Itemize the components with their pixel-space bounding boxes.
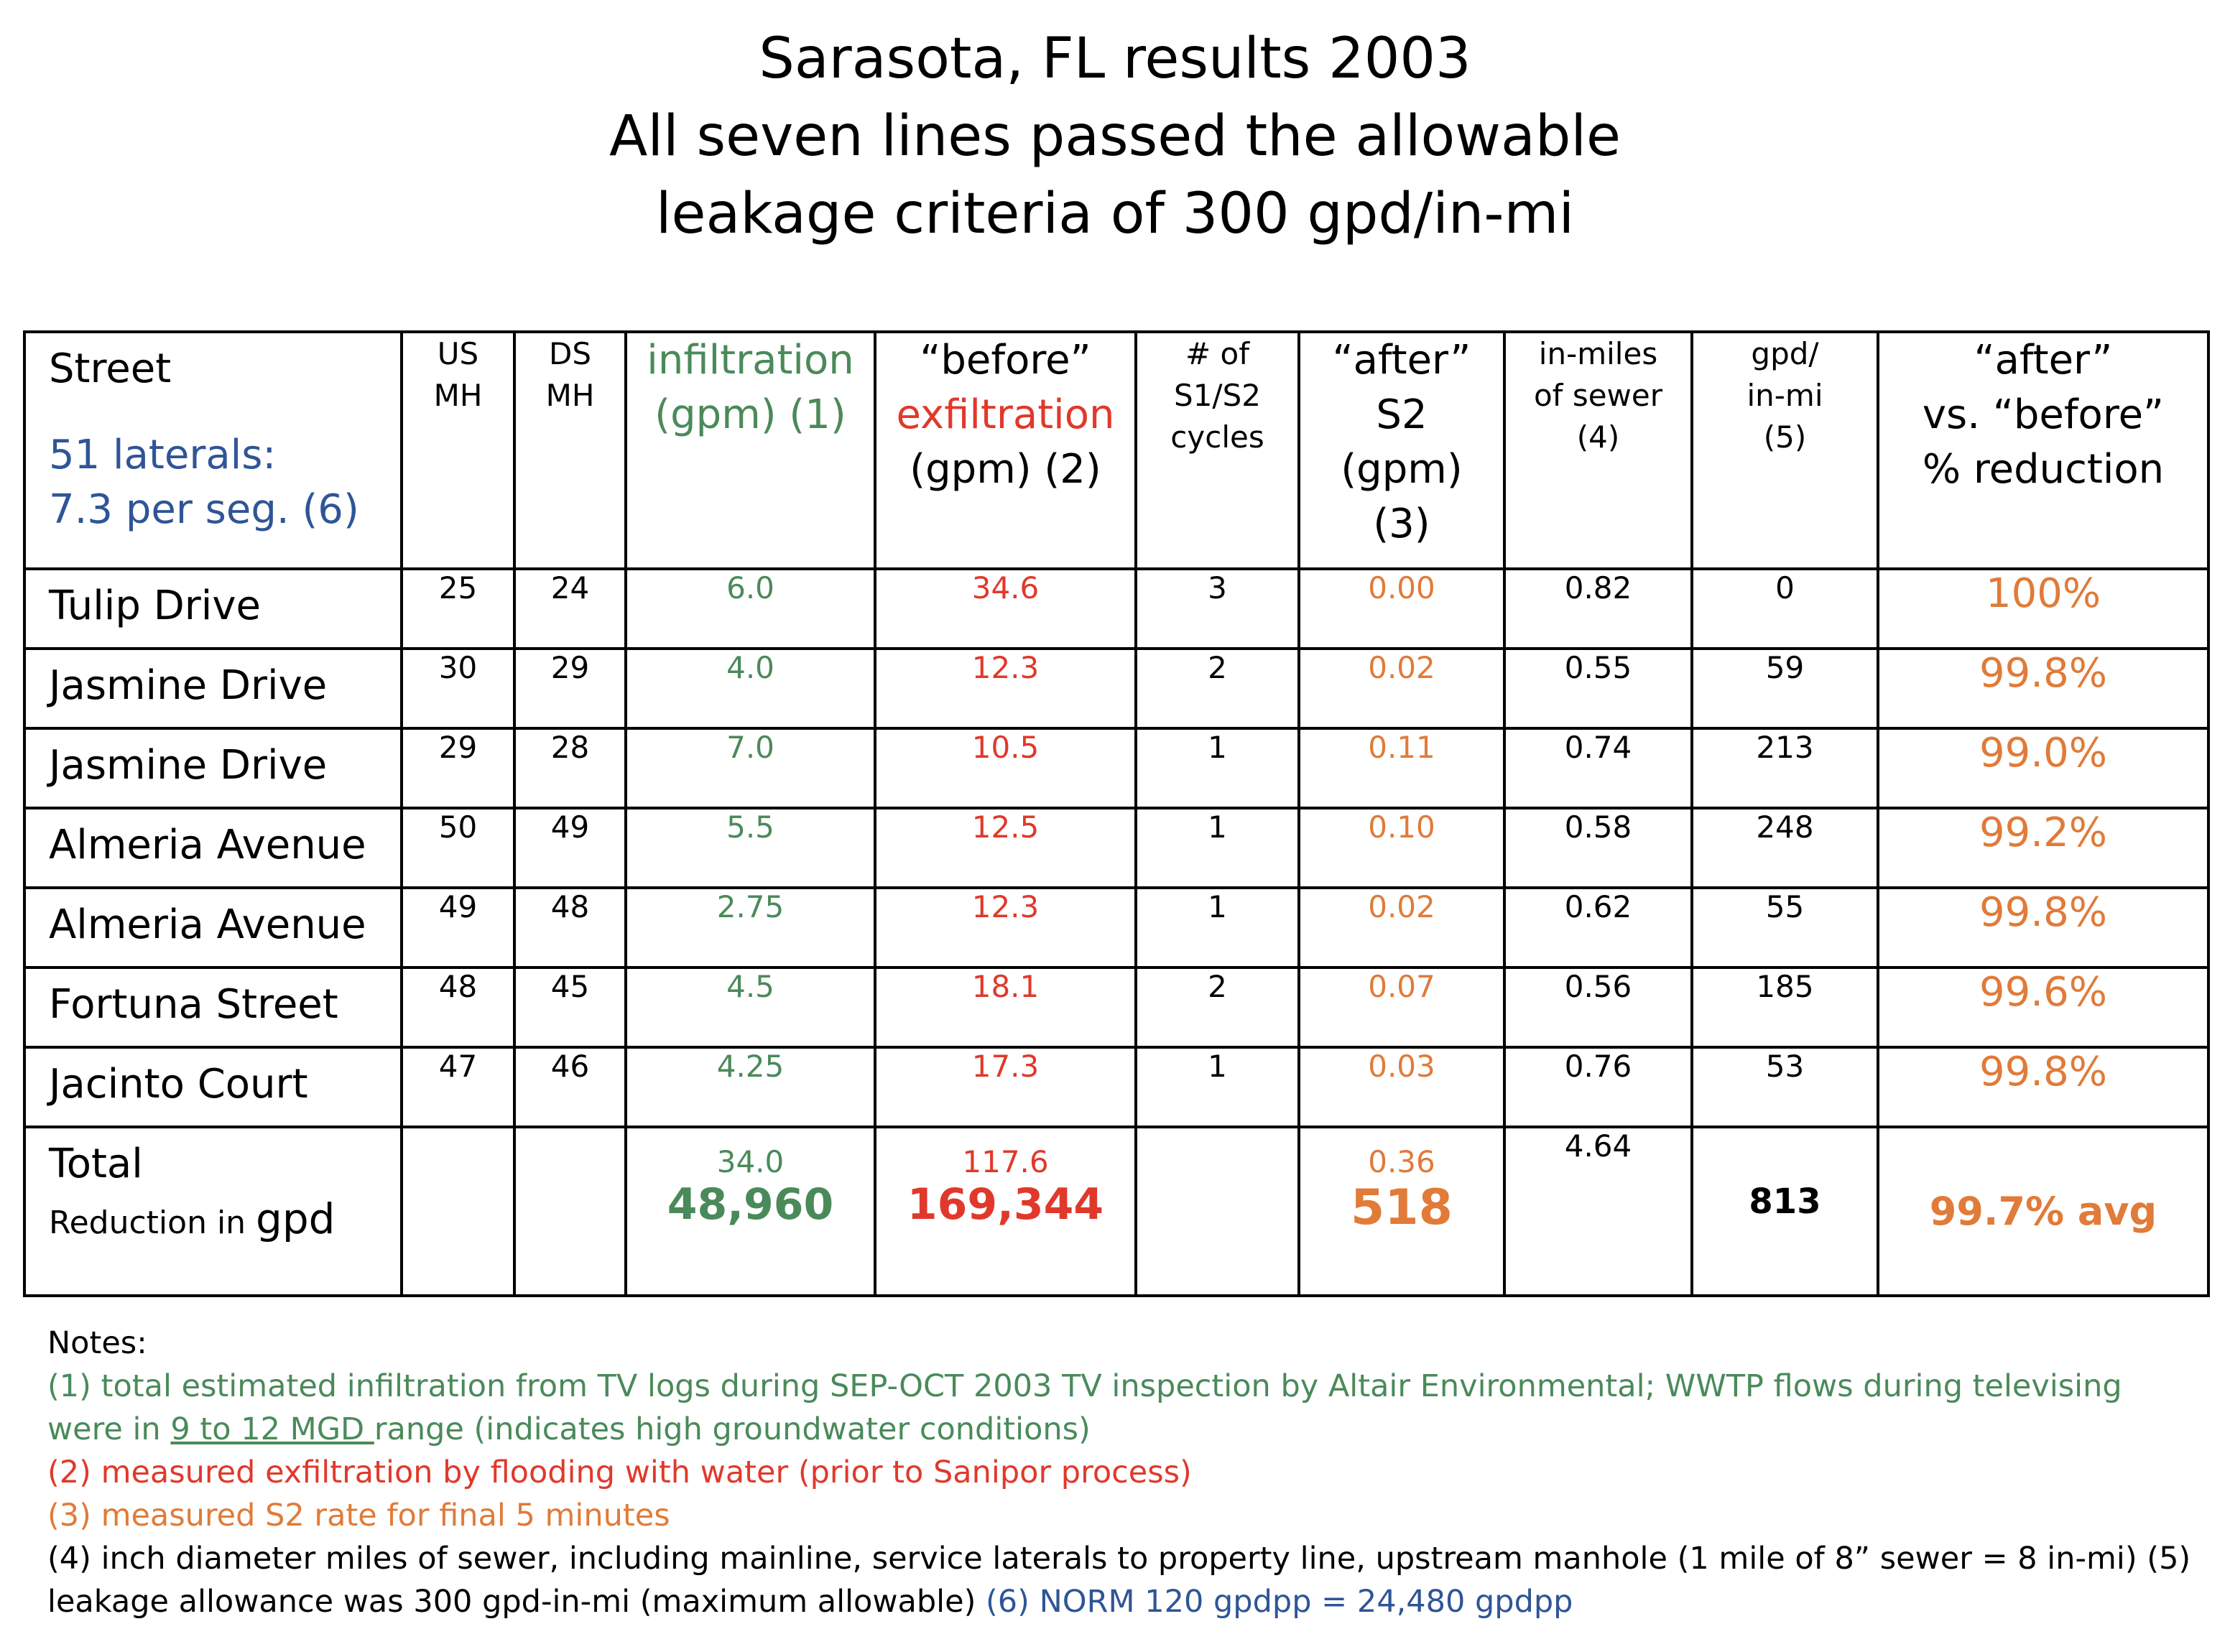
note-1-line-2 (47, 1408, 2188, 1451)
note-5: leakage allowance was 300 gpd-in-mi (maximum allowable) (47, 1584, 986, 1620)
us-mh-cell: 30 (402, 649, 514, 728)
cycles-cell: 1 (1136, 888, 1299, 967)
reduction-label-prefix: Reduction in (49, 1205, 256, 1241)
cycles-cell: 1 (1136, 1047, 1299, 1127)
reduction-cell: 99.2% (1878, 808, 2208, 888)
note-2: (2) measured exfiltration by flooding with water (prior to Sanipor process) (47, 1454, 1192, 1490)
header-us-mh-line-1: US (437, 336, 479, 371)
table-row (24, 888, 2208, 967)
header-reduction-line-2: vs. “before” (1922, 391, 2165, 438)
after-s2-cell: 0.10 (1299, 808, 1504, 888)
reduction-in-gpd-label (49, 1192, 400, 1243)
after-s2-cell: 0.00 (1299, 569, 1504, 649)
reduction-cell: 99.8% (1878, 888, 2208, 967)
us-mh-cell: 50 (402, 808, 514, 888)
header-after-line-2: S2 (1376, 391, 1428, 438)
reduction-cell: 100% (1878, 569, 2208, 649)
exfiltration-cell: 18.1 (875, 967, 1136, 1047)
total-gpd: 813 (1749, 1182, 1821, 1222)
header-ds-mh-line-2: MH (545, 378, 595, 413)
total-gpd-cell (1692, 1127, 1878, 1296)
infiltration-cell: 5.5 (626, 808, 875, 888)
header-ds-mh (514, 332, 626, 569)
cycles-cell: 2 (1136, 649, 1299, 728)
note-1-mgd-range: 9 to 12 MGD (170, 1411, 374, 1447)
total-cycles-empty (1136, 1127, 1299, 1296)
exfiltration-cell: 17.3 (875, 1047, 1136, 1127)
notes-heading: Notes: (47, 1325, 147, 1361)
header-laterals-line-2: 7.3 per seg. (6) (49, 486, 359, 533)
infiltration-cell: 4.0 (626, 649, 875, 728)
header-ds-mh-line-1: DS (548, 336, 591, 371)
note-6: (6) NORM 120 gpdpp = 24,480 gpdpp (986, 1584, 1573, 1620)
header-us-mh-line-2: MH (433, 378, 483, 413)
total-reduction-cell (1878, 1127, 2208, 1296)
total-reduction: 99.7% avg (1929, 1189, 2157, 1234)
exfiltration-cell: 12.5 (875, 808, 1136, 888)
us-mh-cell: 25 (402, 569, 514, 649)
table-row (24, 569, 2208, 649)
note-1-suffix: range (indicates high groundwater conditions) (374, 1411, 1091, 1447)
header-street-label: Street (49, 345, 172, 392)
header-after-s2 (1299, 332, 1504, 569)
page-title (0, 20, 2230, 253)
street-name: Tulip Drive (49, 583, 261, 629)
gpd-cell: 248 (1692, 808, 1878, 888)
after-s2-cell: 0.11 (1299, 728, 1504, 808)
ds-mh-cell: 48 (514, 888, 626, 967)
title-line-3: leakage criteria of 300 gpd/in-mi (655, 182, 1575, 246)
after-s2-cell: 0.07 (1299, 967, 1504, 1047)
gpd-cell: 59 (1692, 649, 1878, 728)
infiltration-cell: 6.0 (626, 569, 875, 649)
header-before-line-2: exfiltration (896, 391, 1115, 438)
header-street (24, 332, 402, 569)
header-infiltration-line-1: infiltration (647, 337, 854, 384)
gpd-cell: 53 (1692, 1047, 1878, 1127)
ds-mh-cell: 46 (514, 1047, 626, 1127)
cycles-cell: 1 (1136, 728, 1299, 808)
street-name: Almeria Avenue (49, 822, 366, 868)
note-4: (4) inch diameter miles of sewer, including mainline, service laterals to property line, upstream manhole (1 mile of 8” sewer = 8 in-mi) (5) (47, 1541, 2191, 1577)
cycles-cell: 1 (1136, 808, 1299, 888)
gpd-cell: 213 (1692, 728, 1878, 808)
header-before-line-3: (gpm) (2) (910, 446, 1101, 493)
in-miles-cell: 0.58 (1504, 808, 1692, 888)
in-miles-cell: 0.55 (1504, 649, 1692, 728)
after-s2-cell: 0.02 (1299, 649, 1504, 728)
notes-section (47, 1322, 2191, 1623)
street-name: Jasmine Drive (49, 662, 328, 709)
header-after-line-1: “after” (1332, 337, 1471, 384)
header-after-line-3: (gpm) (1341, 446, 1463, 493)
in-miles-cell: 0.76 (1504, 1047, 1692, 1127)
ds-mh-cell: 28 (514, 728, 626, 808)
gpd-cell: 0 (1692, 569, 1878, 649)
header-gpd-per-in-mi (1692, 332, 1878, 569)
note-1-prefix: were in (47, 1411, 171, 1447)
total-row (24, 1127, 2208, 1296)
street-name: Jacinto Court (49, 1061, 308, 1108)
ds-mh-cell: 45 (514, 967, 626, 1047)
exfiltration-cell: 34.6 (875, 569, 1136, 649)
total-in-miles: 4.64 (1504, 1127, 1692, 1296)
header-in-miles-line-1: in-miles (1538, 336, 1658, 371)
us-mh-cell: 48 (402, 967, 514, 1047)
reduction-cell: 99.8% (1878, 649, 2208, 728)
reduction-cell: 99.0% (1878, 728, 2208, 808)
header-row (24, 332, 2208, 569)
infiltration-cell: 7.0 (626, 728, 875, 808)
street-name: Jasmine Drive (49, 742, 328, 789)
results-table (23, 330, 2210, 1297)
header-cycles-line-2: S1/S2 (1174, 378, 1261, 413)
header-gpd-line-1: gpd/ (1751, 336, 1819, 371)
total-after-cell (1299, 1127, 1504, 1296)
header-infiltration-line-2: (gpm) (1) (654, 391, 846, 438)
total-after-gpd: 518 (1351, 1179, 1453, 1236)
header-cycles-line-1: # of (1185, 336, 1250, 371)
ds-mh-cell: 24 (514, 569, 626, 649)
street-name: Almeria Avenue (49, 901, 366, 948)
total-label: Total (49, 1141, 143, 1187)
header-before-exfiltration (875, 332, 1136, 569)
note-1-line-1: (1) total estimated infiltration from TV logs during SEP-OCT 2003 TV inspection by Altair Environmental; WWTP flows during televising (47, 1368, 2122, 1404)
table-row (24, 1047, 2208, 1127)
exfiltration-cell: 10.5 (875, 728, 1136, 808)
ds-mh-cell: 29 (514, 649, 626, 728)
ds-mh-cell: 49 (514, 808, 626, 888)
note-5-6 (47, 1580, 2188, 1623)
title-line-1: Sarasota, FL results 2003 (759, 27, 1471, 91)
header-us-mh (402, 332, 514, 569)
table-row (24, 649, 2208, 728)
infiltration-cell: 4.25 (626, 1047, 875, 1127)
header-reduction (1878, 332, 2208, 569)
in-miles-cell: 0.62 (1504, 888, 1692, 967)
header-laterals-line-1: 51 laterals: (49, 432, 277, 478)
table-body (24, 332, 2208, 1296)
gpd-cell: 185 (1692, 967, 1878, 1047)
us-mh-cell: 47 (402, 1047, 514, 1127)
in-miles-cell: 0.82 (1504, 569, 1692, 649)
gpd-cell: 55 (1692, 888, 1878, 967)
header-in-miles (1504, 332, 1692, 569)
after-s2-cell: 0.03 (1299, 1047, 1504, 1127)
us-mh-cell: 29 (402, 728, 514, 808)
total-infiltration-gpd: 48,960 (667, 1179, 834, 1230)
street-name: Fortuna Street (49, 981, 338, 1028)
header-cycles-line-3: cycles (1170, 419, 1264, 455)
in-miles-cell: 0.74 (1504, 728, 1692, 808)
header-in-miles-line-2: of sewer (1533, 378, 1662, 413)
total-after: 0.36 (1368, 1144, 1435, 1179)
header-after-line-4: (3) (1373, 501, 1430, 547)
header-gpd-line-2: in-mi (1746, 378, 1823, 413)
header-reduction-line-3: % reduction (1922, 446, 2165, 493)
total-label-cell (24, 1127, 402, 1296)
total-infiltration: 34.0 (716, 1144, 785, 1179)
total-ds-mh-empty (514, 1127, 626, 1296)
header-reduction-line-1: “after” (1974, 337, 2113, 384)
after-s2-cell: 0.02 (1299, 888, 1504, 967)
infiltration-cell: 2.75 (626, 888, 875, 967)
header-in-miles-line-3: (4) (1576, 419, 1620, 455)
total-us-mh-empty (402, 1127, 514, 1296)
infiltration-cell: 4.5 (626, 967, 875, 1047)
table-row (24, 967, 2208, 1047)
total-exfiltration: 117.6 (962, 1144, 1049, 1179)
reduction-label-unit: gpd (256, 1194, 336, 1243)
table-row (24, 808, 2208, 888)
title-line-2: All seven lines passed the allowable (609, 104, 1621, 169)
total-exfiltration-cell (875, 1127, 1136, 1296)
total-infiltration-cell (626, 1127, 875, 1296)
table-row (24, 728, 2208, 808)
reduction-cell: 99.6% (1878, 967, 2208, 1047)
cycles-cell: 2 (1136, 967, 1299, 1047)
header-cycles (1136, 332, 1299, 569)
reduction-cell: 99.8% (1878, 1047, 2208, 1127)
in-miles-cell: 0.56 (1504, 967, 1692, 1047)
cycles-cell: 3 (1136, 569, 1299, 649)
header-before-line-1: “before” (920, 337, 1091, 384)
us-mh-cell: 49 (402, 888, 514, 967)
header-gpd-line-3: (5) (1763, 419, 1807, 455)
note-3: (3) measured S2 rate for final 5 minutes (47, 1498, 670, 1533)
exfiltration-cell: 12.3 (875, 888, 1136, 967)
exfiltration-cell: 12.3 (875, 649, 1136, 728)
total-exfiltration-gpd: 169,344 (907, 1179, 1104, 1230)
header-infiltration (626, 332, 875, 569)
